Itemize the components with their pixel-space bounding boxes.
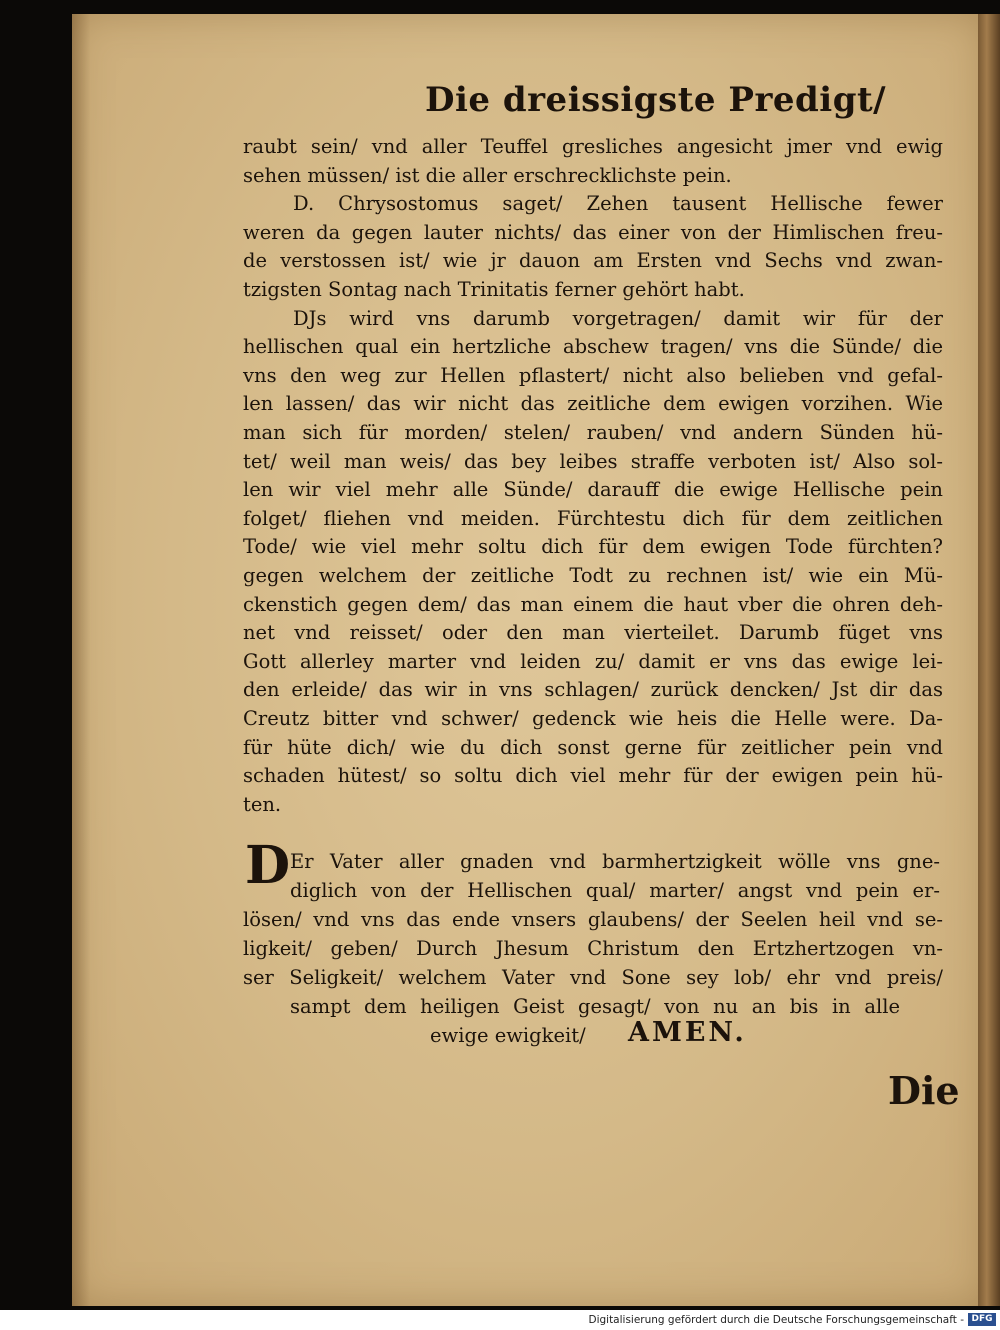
text-line: tzigsten Sontag nach Trinitatis ferner gehört habt. bbox=[243, 278, 745, 301]
digitization-footer bbox=[0, 1310, 1000, 1330]
text-line: len wir viel mehr alle Sünde/ darauff die ewige Hellische pein bbox=[243, 478, 943, 502]
prayer-line: ser Seligkeit/ welchem Vater vnd Sone sey lob/ ehr vnd preis/ bbox=[243, 966, 943, 989]
prayer-line: ligkeit/ geben/ Durch Jhesum Christum den Ertzhertzogen vn- bbox=[243, 937, 943, 960]
text-line: len lassen/ das wir nicht das zeitliche dem ewigen vorzihen. Wie bbox=[243, 392, 943, 416]
text-line: den erleide/ das wir in vns schlagen/ zurück dencken/ Jst dir das bbox=[243, 678, 943, 702]
page-edge bbox=[978, 14, 1000, 1306]
running-title: Die dreissigste Predigt/ bbox=[425, 80, 887, 120]
catchword: Die bbox=[888, 1068, 960, 1113]
text-line: DJs wird vns darumb vorgetragen/ damit wir für der bbox=[293, 306, 943, 330]
dfg-logo: DFG bbox=[968, 1313, 996, 1326]
text-line: folget/ fliehen vnd meiden. Fürchtestu dich für dem zeitlichen bbox=[243, 506, 943, 530]
text-line: Gott allerley marter vnd leiden zu/ damit er vns das ewige lei- bbox=[243, 649, 943, 673]
text-line: weren da gegen lauter nichts/ das einer von der Himlischen freu- bbox=[243, 220, 943, 244]
text-line: D. Chrysostomus saget/ Zehen tausent Hellische fewer bbox=[293, 192, 943, 216]
drop-initial: D bbox=[245, 835, 291, 896]
text-line: vns den weg zur Hellen pflastert/ nicht also belieben vnd gefal- bbox=[243, 363, 943, 387]
text-line: Creutz bitter vnd schwer/ gedenck wie heis die Helle were. Da- bbox=[243, 707, 943, 730]
page-gutter-shadow bbox=[72, 14, 90, 1306]
text-line: schaden hütest/ so soltu dich viel mehr für der ewigen pein hü- bbox=[243, 764, 943, 788]
text-line: sehen müssen/ ist die aller erschrecklichste pein. bbox=[243, 163, 732, 187]
amen-word: AMEN. bbox=[628, 1017, 747, 1048]
text-line: raubt sein/ vnd aller Teuffel gresliches angesicht jmer vnd ewig bbox=[243, 135, 943, 158]
prayer-line: diglich von der Hellischen qual/ marter/ angst vnd pein er- bbox=[290, 879, 940, 902]
text-line: net vnd reisset/ oder den man vierteilet. Darumb füget vns bbox=[243, 621, 943, 645]
prayer-line: Er Vater aller gnaden vnd barmhertzigkeit wölle vns gne- bbox=[290, 850, 940, 873]
text-line: gegen welchem der zeitliche Todt zu rechnen ist/ wie ein Mü- bbox=[243, 564, 943, 587]
text-line: für hüte dich/ wie du dich sonst gerne für zeitlicher pein vnd bbox=[243, 735, 943, 759]
prayer-line: sampt dem heiligen Geist gesagt/ von nu an bis in alle bbox=[290, 995, 900, 1018]
footer-credit: Digitalisierung gefördert durch die Deutsche Forschungsgemeinschaft - bbox=[588, 1314, 964, 1326]
text-line: Tode/ wie viel mehr soltu dich für dem ewigen Tode fürchten? bbox=[243, 535, 943, 559]
text-line: hellischen qual ein hertzliche abschew tragen/ vns die Sünde/ die bbox=[243, 335, 943, 359]
amen-line bbox=[618, 1019, 747, 1049]
text-line: man sich für morden/ stelen/ rauben/ vnd andern Sünden hü- bbox=[243, 421, 943, 444]
prayer-line: lösen/ vnd vns das ende vnsers glaubens/ der Seelen heil vnd se- bbox=[243, 908, 943, 931]
prayer-line: ewige ewigkeit/ bbox=[430, 1024, 586, 1047]
text-line: de verstossen ist/ wie jr dauon am Ersten vnd Sechs vnd zwan- bbox=[243, 249, 943, 273]
text-line: tet/ weil man weis/ das bey leibes straffe verboten ist/ Also sol- bbox=[243, 449, 943, 473]
text-line: ckenstich gegen dem/ das man einem die haut vber die ohren deh- bbox=[243, 592, 943, 616]
text-line: ten. bbox=[243, 792, 282, 816]
